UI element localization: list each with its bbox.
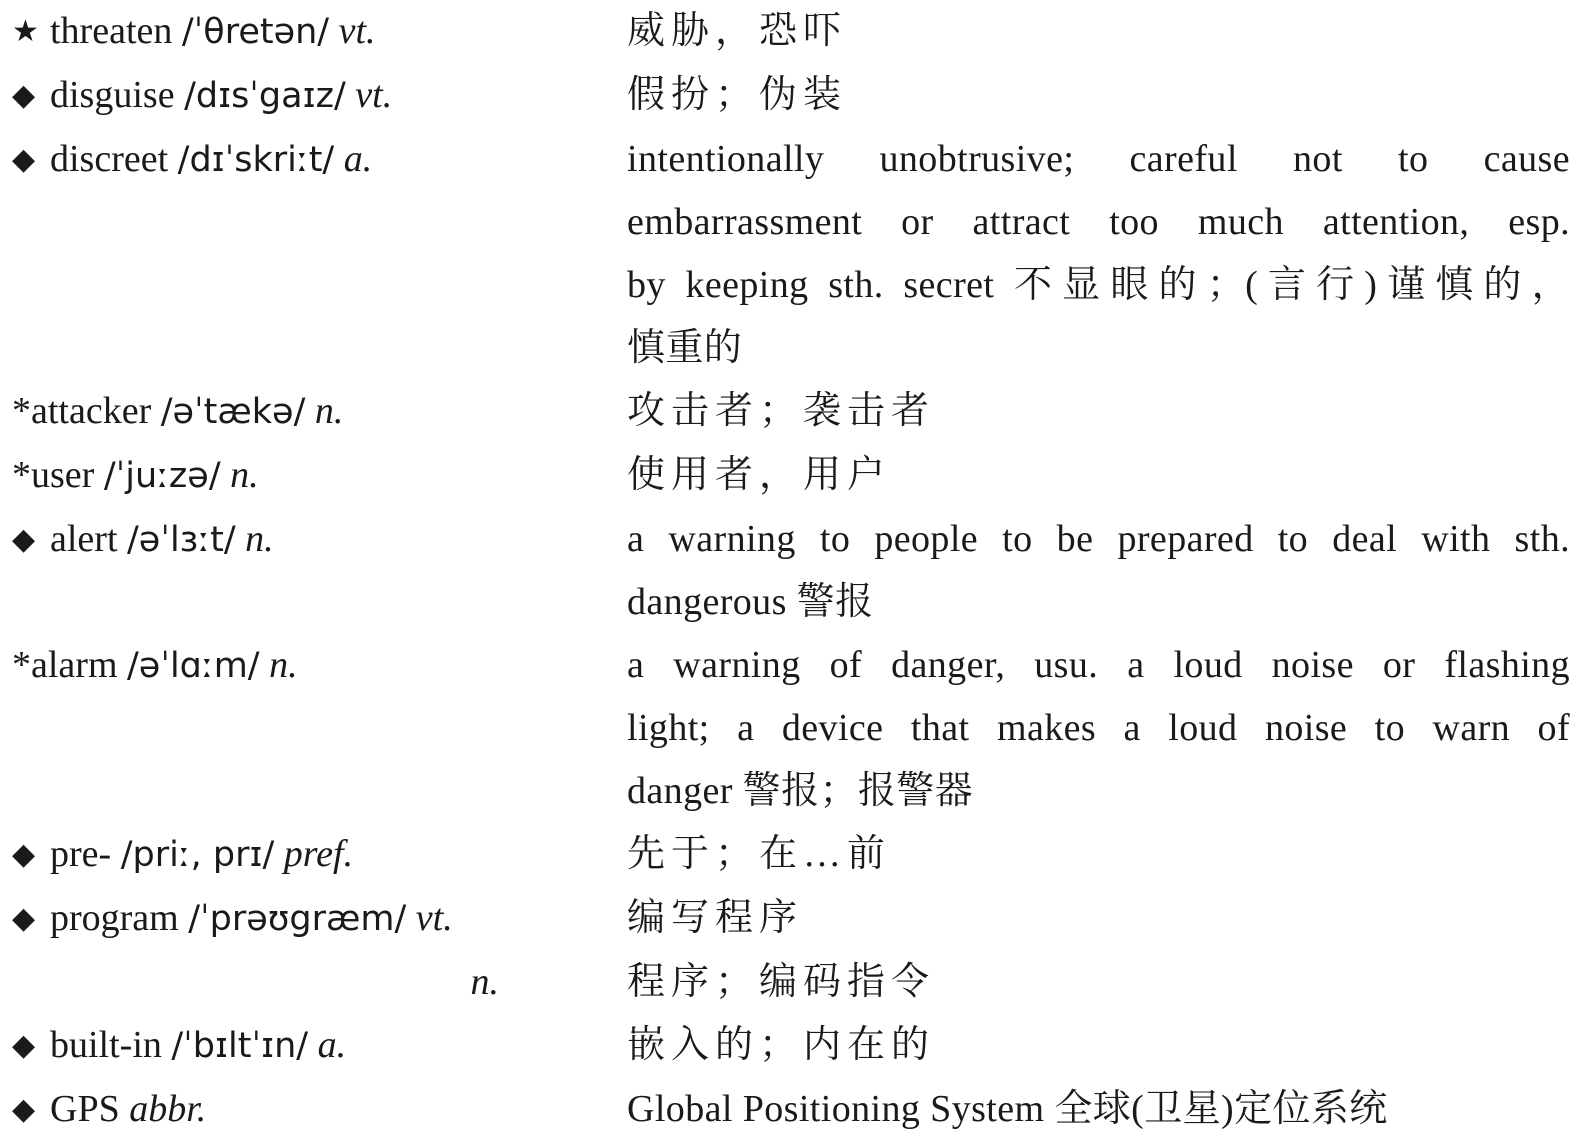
definition — [627, 0, 1574, 63]
headword-cell — [12, 1078, 627, 1141]
phonetic-transcription: /əˈtækə/ — [160, 392, 306, 432]
headword-cell — [12, 951, 627, 1014]
vocab-entry — [12, 0, 1574, 64]
diamond-icon: ◆ — [12, 837, 36, 872]
headword-cell — [12, 444, 627, 508]
asterisk-icon: * — [12, 644, 31, 686]
part-of-speech: n. — [230, 454, 259, 496]
headword: pre- — [50, 833, 112, 875]
star-icon: ★ — [12, 14, 39, 49]
headword-cell — [12, 0, 627, 64]
phonetic-transcription: /priː, prɪ/ — [120, 835, 275, 875]
part-of-speech: abbr. — [129, 1088, 207, 1130]
headword: discreet — [50, 138, 169, 180]
definition-line: by keeping sth. secret 不显眼的；(言行)谨慎的， — [627, 264, 1570, 306]
headword-cell — [12, 128, 627, 192]
headword-cell — [12, 380, 627, 444]
headword-cell — [12, 64, 627, 128]
part-of-speech: n. — [269, 644, 298, 686]
headword: program — [50, 897, 179, 939]
part-of-speech: n. — [314, 390, 344, 432]
definition — [627, 634, 1574, 823]
diamond-icon: ◆ — [12, 1028, 36, 1063]
headword: user — [31, 454, 95, 496]
part-of-speech: pref. — [283, 833, 354, 875]
definition-line: 攻击者；袭击者 — [627, 390, 936, 432]
definition — [627, 951, 1574, 1014]
definition-line: 假扮；伪装 — [627, 74, 848, 116]
vocabulary-list — [12, 0, 1574, 1141]
vocab-entry — [12, 128, 1574, 380]
definition-line: 使用者，用户 — [627, 454, 892, 496]
headword-cell — [12, 634, 627, 698]
definition — [627, 64, 1574, 127]
headword-cell — [12, 887, 627, 951]
phonetic-transcription: /dɪsˈgaɪz/ — [184, 76, 346, 116]
diamond-icon: ◆ — [12, 522, 36, 557]
definition — [627, 508, 1574, 634]
phonetic-transcription: /əˈlɑːm/ — [127, 646, 260, 686]
definition-line: a warning of danger, usu. a loud noise or flashing — [627, 644, 1570, 686]
definition-line: 嵌入的；内在的 — [627, 1024, 936, 1066]
asterisk-icon: * — [12, 390, 31, 432]
definition-line: dangerous 警报 — [627, 581, 874, 623]
headword: alert — [50, 518, 118, 560]
definition-line: 先于；在…前 — [627, 833, 892, 875]
headword: built-in — [50, 1024, 162, 1066]
definition-line: Global Positioning System 全球(卫星)定位系统 — [627, 1088, 1388, 1130]
definition — [627, 823, 1574, 886]
phonetic-transcription: /ˈθretən/ — [181, 12, 330, 52]
definition-line: danger 警报；报警器 — [627, 770, 974, 812]
phonetic-transcription: /əˈlɜːt/ — [127, 520, 236, 560]
vocab-entry — [12, 380, 1574, 444]
definition — [627, 1014, 1574, 1077]
asterisk-icon: * — [12, 454, 31, 496]
definition — [627, 444, 1574, 507]
vocab-entry — [12, 951, 1574, 1014]
part-of-speech: a. — [317, 1024, 347, 1066]
headword: GPS — [50, 1088, 120, 1130]
part-of-speech: n. — [470, 961, 499, 1003]
vocab-entry — [12, 634, 1574, 823]
definition-line: 编写程序 — [627, 897, 804, 939]
definition-line: 威胁，恐吓 — [627, 10, 848, 52]
definition — [627, 380, 1574, 443]
definition-line: 程序；编码指令 — [627, 961, 936, 1003]
phonetic-transcription: /ˈprəʊgræm/ — [188, 899, 407, 939]
diamond-icon: ◆ — [12, 142, 36, 177]
phonetic-transcription: /ˈjuːzə/ — [103, 456, 221, 496]
definition-line: intentionally unobtrusive; careful not to cause — [627, 138, 1570, 180]
definition-line: light; a device that makes a loud noise to warn of — [627, 707, 1570, 749]
part-of-speech: a. — [343, 138, 373, 180]
vocab-entry — [12, 1014, 1574, 1078]
vocab-entry — [12, 823, 1574, 887]
headword-cell — [12, 823, 627, 887]
diamond-icon: ◆ — [12, 901, 36, 936]
headword: disguise — [50, 74, 175, 116]
headword: attacker — [31, 390, 152, 432]
part-of-speech: n. — [245, 518, 274, 560]
diamond-icon: ◆ — [12, 1092, 36, 1127]
part-of-speech: vt. — [355, 74, 393, 116]
definition — [627, 1078, 1574, 1141]
vocab-entry — [12, 508, 1574, 634]
phonetic-transcription: /ˈbɪltˈɪn/ — [171, 1026, 309, 1066]
definition-line: a warning to people to be prepared to deal with sth. — [627, 518, 1570, 560]
diamond-icon: ◆ — [12, 78, 36, 113]
phonetic-transcription: /dɪˈskriːt/ — [177, 140, 335, 180]
headword: alarm — [31, 644, 118, 686]
definition — [627, 887, 1574, 950]
definition-line: embarrassment or attract too much attention, esp. — [627, 201, 1570, 243]
vocab-entry — [12, 1078, 1574, 1141]
part-of-speech: vt. — [338, 10, 376, 52]
part-of-speech: vt. — [415, 897, 453, 939]
definition — [627, 128, 1574, 380]
vocab-entry — [12, 64, 1574, 128]
vocab-entry — [12, 887, 1574, 951]
definition-line: 慎重的 — [627, 327, 743, 369]
headword-cell — [12, 508, 627, 572]
vocab-entry — [12, 444, 1574, 508]
headword: threaten — [50, 10, 173, 52]
headword-cell — [12, 1014, 627, 1078]
